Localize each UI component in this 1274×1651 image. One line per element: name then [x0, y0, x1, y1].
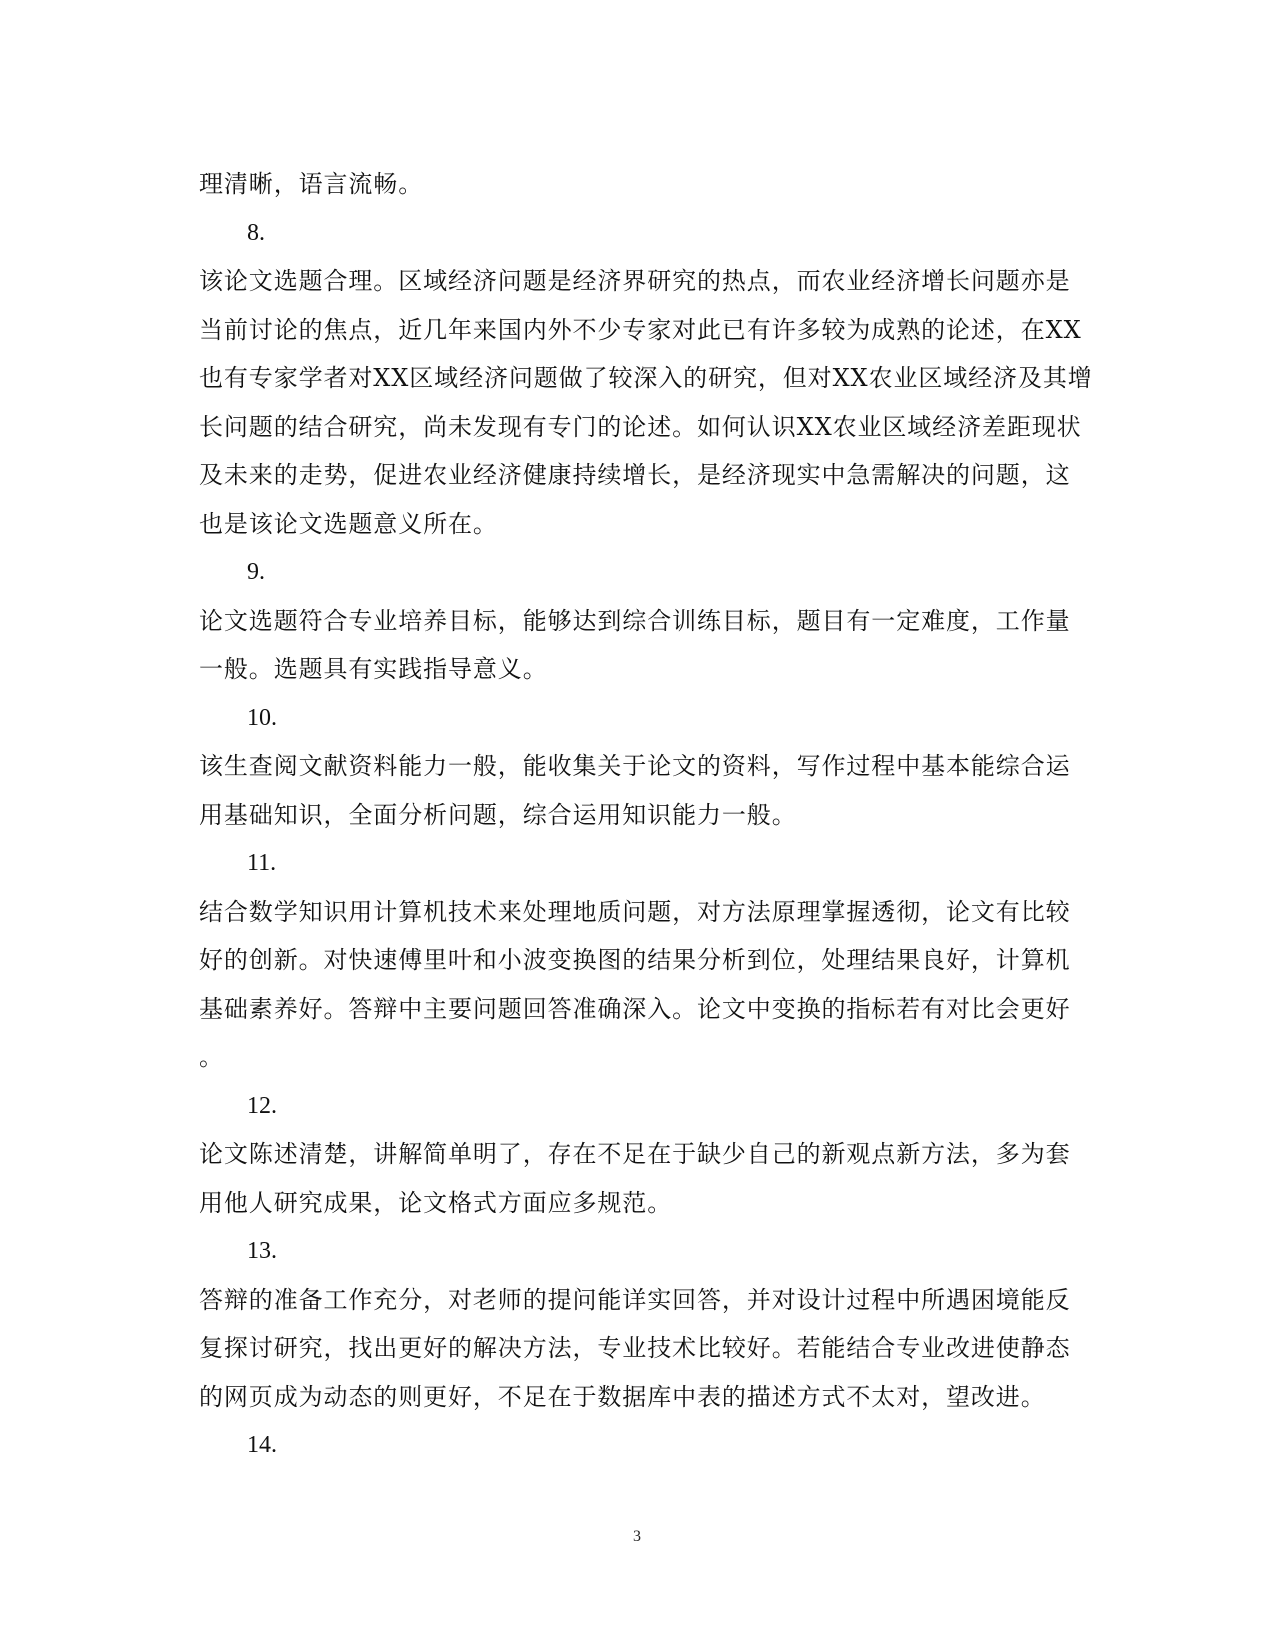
- paragraph-line: 好的创新。对快速傅里叶和小波变换图的结果分析到位，处理结果良好，计算机: [199, 946, 1071, 974]
- paragraph-line: 理清晰，语言流畅。: [199, 170, 424, 198]
- paragraph-line: 论文陈述清楚，讲解简单明了，存在不足在于缺少自己的新观点新方法，多为套: [199, 1140, 1071, 1168]
- paragraph-line: 结合数学知识用计算机技术来处理地质问题，对方法原理掌握透彻，论文有比较: [199, 897, 1071, 926]
- paragraph-line: 用基础知识，全面分析问题，综合运用知识能力一般。: [199, 800, 797, 829]
- paragraph-line: 论文选题符合专业培养目标，能够达到综合训练目标，题目有一定难度，工作量: [199, 606, 1071, 635]
- paragraph-line: 该生查阅文献资料能力一般，能收集关于论文的资料，写作过程中基本能综合运: [199, 752, 1071, 780]
- paragraph-line: 也是该论文选题意义所在。: [199, 509, 498, 538]
- item-number: 12.: [247, 1092, 277, 1119]
- item-number: 14.: [247, 1432, 277, 1458]
- paragraph-line: 也有专家学者对XX区域经济问题做了较深入的研究，但对XX农业区域经济及其增: [199, 364, 1093, 392]
- page-number: 3: [633, 1528, 641, 1545]
- paragraph-line: 基础素养好。答辩中主要问题回答准确深入。论文中变换的指标若有对比会更好: [199, 994, 1071, 1023]
- item-number: 13.: [247, 1238, 277, 1264]
- item-number: 8.: [247, 219, 265, 246]
- item-number: 9.: [247, 559, 265, 585]
- paragraph-line: 一般。选题具有实践指导意义。: [199, 655, 548, 683]
- paragraph-line: 复探讨研究，找出更好的解决方法，专业技术比较好。若能结合专业改进使静态: [199, 1334, 1071, 1362]
- paragraph-line: 长问题的结合研究，尚未发现有专门的论述。如何认识XX农业区域经济差距现状: [199, 412, 1082, 441]
- item-number: 10.: [247, 704, 277, 731]
- paragraph-line: 用他人研究成果，论文格式方面应多规范。: [199, 1188, 673, 1217]
- paragraph-line: 。: [199, 1043, 224, 1071]
- document-body: [199, 160, 1093, 1470]
- paragraph-line: 的网页成为动态的则更好，不足在于数据库中表的描述方式不太对，望改进。: [199, 1382, 1046, 1411]
- paragraph-line: 答辩的准备工作充分，对老师的提问能详实回答，并对设计过程中所遇困境能反: [199, 1285, 1071, 1314]
- paragraph-line: 当前讨论的焦点，近几年来国内外不少专家对此已有许多较为成熟的论述，在XX: [199, 315, 1082, 344]
- paragraph-line: 该论文选题合理。区域经济问题是经济界研究的热点，而农业经济增长问题亦是: [199, 267, 1071, 295]
- paragraph-line: 及未来的走势，促进农业经济健康持续增长，是经济现实中急需解决的问题，这: [199, 461, 1071, 489]
- item-number: 11.: [247, 850, 277, 876]
